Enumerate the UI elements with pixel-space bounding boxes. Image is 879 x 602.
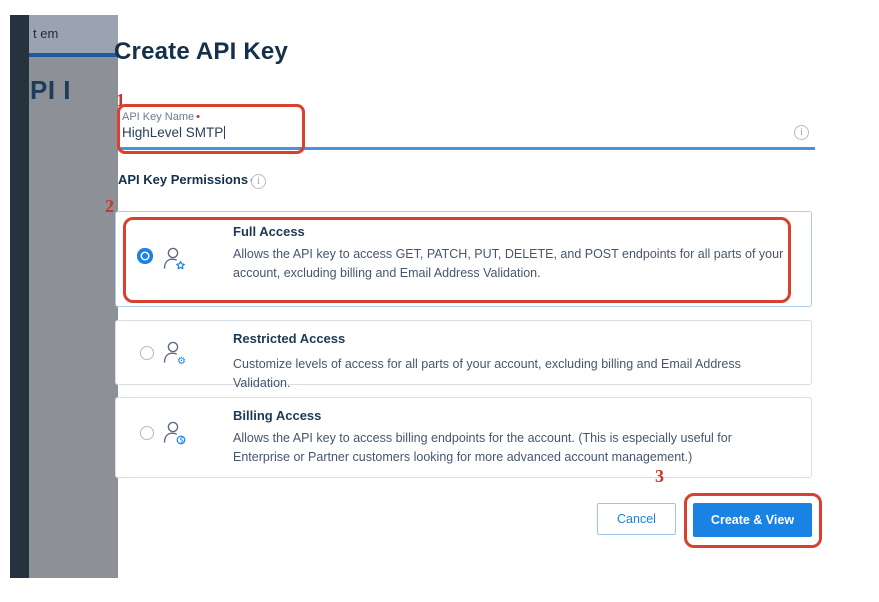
option-title: Full Access	[233, 224, 305, 239]
person-gear-icon	[160, 339, 188, 372]
active-tab-underline	[29, 53, 118, 57]
cancel-button[interactable]: Cancel	[597, 503, 676, 535]
option-title: Restricted Access	[233, 331, 346, 346]
permissions-label: API Key Permissions	[118, 172, 254, 187]
svg-text:⚙: ⚙	[177, 356, 186, 367]
annotation-step-3: 3	[655, 466, 664, 486]
background-tab-label: t em	[33, 26, 59, 41]
radio-unselected[interactable]	[140, 346, 154, 360]
input-underline	[118, 147, 815, 150]
radio-selected[interactable]	[142, 253, 148, 259]
option-title: Billing Access	[233, 408, 322, 423]
radio-unselected[interactable]	[140, 426, 154, 440]
text-cursor	[224, 126, 225, 139]
person-star-icon	[160, 245, 188, 278]
background-tabbar-fragment	[29, 15, 118, 53]
api-key-name-label: API Key Name •	[122, 111, 200, 123]
option-billing-access[interactable]	[115, 397, 812, 478]
option-full-access[interactable]	[115, 211, 812, 307]
annotation-step-1: 1	[116, 90, 125, 110]
person-dollar-icon	[160, 419, 188, 452]
info-icon[interactable]: i	[251, 174, 266, 189]
option-restricted-access[interactable]	[115, 320, 812, 390]
option-description: Allows the API key to access GET, PATCH, PUT, DELETE, and POST endpoints for all parts of your account, excluding billing and Email Address Validation.	[233, 247, 784, 280]
annotation-step-2: 2	[105, 196, 114, 216]
background-sidebar-strip	[10, 15, 29, 578]
required-marker: •	[196, 111, 200, 123]
svg-text:$: $	[179, 435, 184, 445]
info-icon[interactable]: i	[794, 125, 809, 140]
api-key-name-input[interactable]: HighLevel SMTP	[122, 125, 224, 140]
page-title: Create API Key	[114, 38, 288, 65]
option-description: Customize levels of access for all parts of your account, excluding billing and Email Address Validation.	[233, 357, 741, 390]
background-page-strip	[29, 15, 118, 578]
option-description: Allows the API key to access billing endpoints for the account. (This is especially useful for Enterprise or Partner customers looking for more advanced account management.)	[233, 431, 732, 464]
create-and-view-button[interactable]: Create & View	[693, 503, 812, 537]
background-heading-fragment: PI I	[30, 75, 72, 105]
